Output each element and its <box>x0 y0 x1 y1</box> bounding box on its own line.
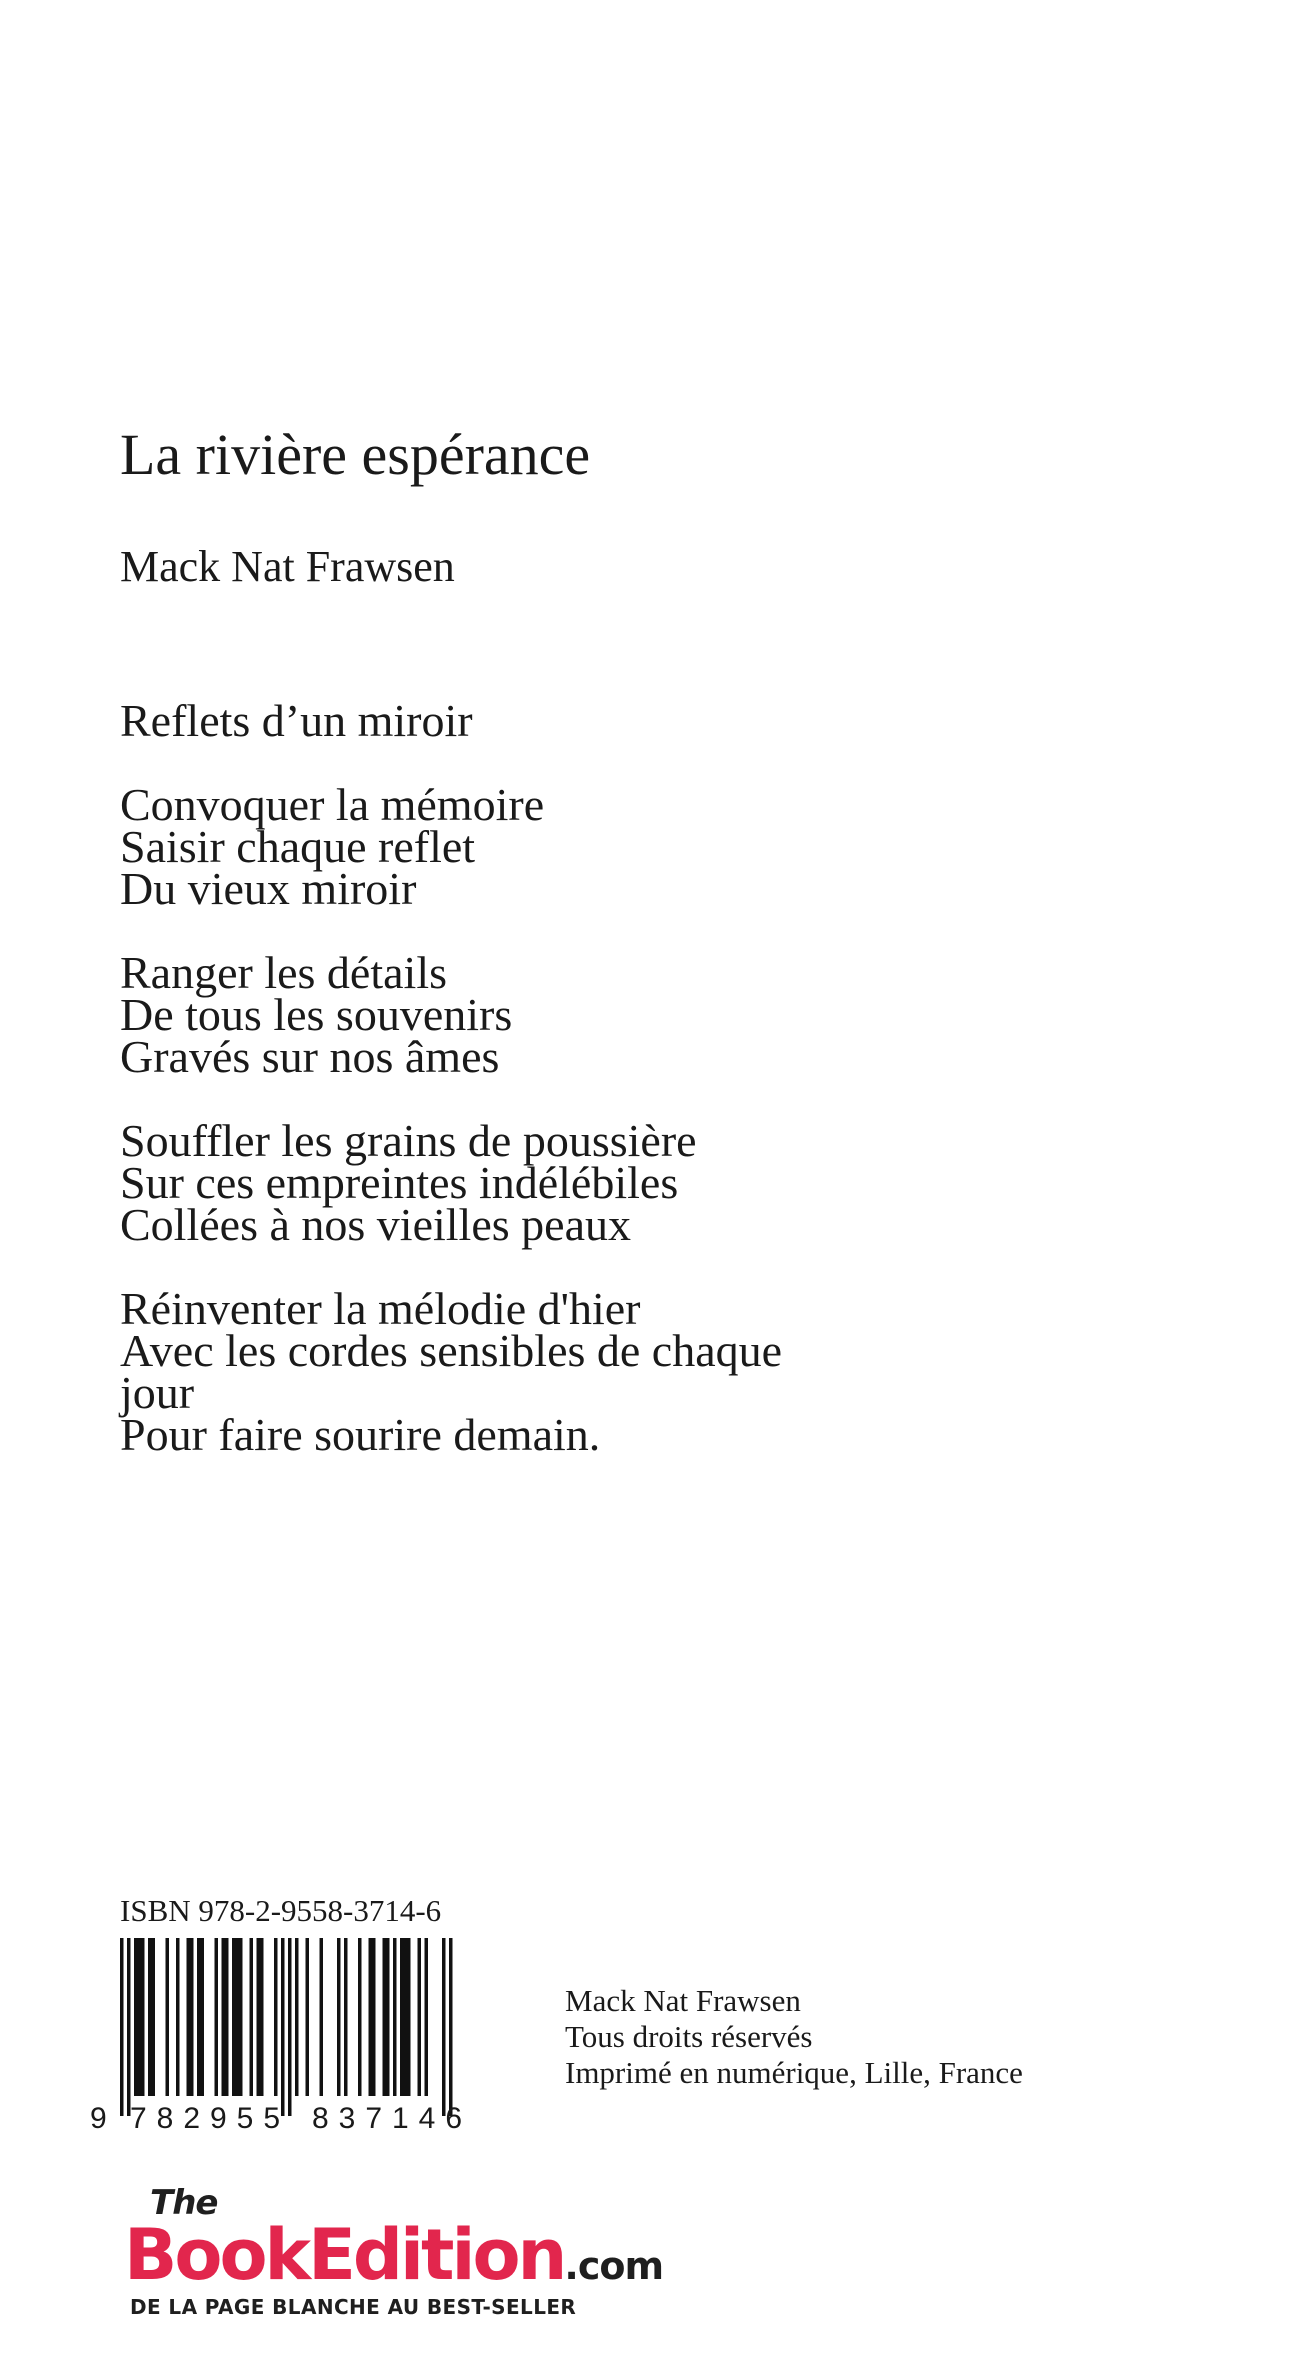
barcode-bar <box>418 1938 422 2096</box>
barcode-bar <box>372 1938 376 2096</box>
poem-line: Ranger les détails <box>120 947 448 998</box>
barcode-bar <box>358 1938 362 2096</box>
colophon <box>565 1983 1023 2091</box>
barcode-bar <box>306 1938 310 2096</box>
logo-domain: .com <box>564 2244 664 2288</box>
barcode-bar <box>442 1938 446 2116</box>
barcode-bar <box>449 1938 453 2116</box>
isbn-barcode <box>84 1932 504 2132</box>
barcode-bar <box>225 1938 229 2096</box>
barcode-bar <box>281 1938 285 2116</box>
barcode-bar <box>425 1938 429 2096</box>
poem-line: Souffler les grains de poussière <box>120 1115 697 1166</box>
barcode-digits-left: 782955 <box>130 2102 280 2132</box>
barcode-bars <box>120 1938 453 2116</box>
poem-line: Avec les cordes sensibles de chaque <box>120 1325 783 1376</box>
barcode-bar <box>393 1938 397 2096</box>
barcode-bar <box>138 1938 142 2096</box>
barcode-bar <box>257 1938 261 2096</box>
barcode-digits-first: 9 <box>90 2102 107 2132</box>
poem-title: Reflets d’un miroir <box>120 695 473 746</box>
barcode-bar <box>120 1938 124 2116</box>
poem-stanza <box>120 1115 782 1250</box>
poem-line: Collées à nos vieilles peaux <box>120 1199 631 1250</box>
barcode-bar <box>166 1938 170 2096</box>
barcode-bar <box>201 1938 205 2096</box>
barcode-bar <box>260 1938 264 2096</box>
poem-line: De tous les souvenirs <box>120 989 513 1040</box>
barcode-digits-right: 837146 <box>312 2102 462 2132</box>
poem-line: Convoquer la mémoire <box>120 779 545 830</box>
colophon-rights: Tous droits réservés <box>565 2019 813 2054</box>
barcode-bar <box>274 1938 278 2096</box>
barcode-bar <box>127 1938 131 2116</box>
barcode-bar <box>148 1938 152 2096</box>
poem-stanza <box>120 1283 783 1460</box>
poem-line: Réinventer la mélodie d'hier <box>120 1283 641 1334</box>
poem-line: Gravés sur nos âmes <box>120 1031 500 1082</box>
barcode-bar <box>288 1938 292 2116</box>
isbn-label: ISBN 978-2-9558-3714-6 <box>120 1893 442 1928</box>
colophon-author: Mack Nat Frawsen <box>565 1983 801 2018</box>
barcode-bar <box>386 1938 390 2096</box>
barcode-bar <box>190 1938 194 2096</box>
poem-line: Sur ces empreintes indélébiles <box>120 1157 679 1208</box>
barcode-bar <box>197 1938 201 2096</box>
barcode-bar <box>232 1938 236 2096</box>
barcode-bar <box>176 1938 180 2096</box>
barcode-bar <box>369 1938 373 2096</box>
barcode-bar <box>407 1938 411 2096</box>
poem-line: Du vieux miroir <box>120 863 417 914</box>
barcode-bar <box>239 1938 243 2096</box>
barcode-bar <box>152 1938 156 2096</box>
barcode-bar <box>134 1938 138 2096</box>
poem-line: jour <box>120 1367 195 1418</box>
barcode-bar <box>400 1938 404 2096</box>
poem-line: Saisir chaque reflet <box>120 821 476 872</box>
barcode-bar <box>337 1938 341 2096</box>
barcode-bar <box>404 1938 408 2096</box>
publisher-logo <box>124 2185 724 2325</box>
barcode-bar <box>222 1938 226 2096</box>
barcode-bar <box>295 1938 299 2096</box>
book-title: La rivière espérance <box>120 422 591 487</box>
poem-line: Pour faire sourire demain. <box>120 1409 601 1460</box>
barcode-bar <box>215 1938 219 2096</box>
logo-brand <box>124 2215 663 2306</box>
poem-stanza <box>120 779 782 914</box>
barcode-bar <box>250 1938 254 2096</box>
book-author: Mack Nat Frawsen <box>120 542 455 591</box>
logo-brand-name: BookEdition <box>124 2214 565 2296</box>
barcode-bar <box>383 1938 387 2096</box>
logo-the: The <box>150 2183 218 2223</box>
colophon-printing: Imprimé en numérique, Lille, France <box>565 2055 1023 2090</box>
barcode-bar <box>141 1938 145 2096</box>
poem-stanza <box>120 947 782 1082</box>
barcode-bar <box>344 1938 348 2096</box>
barcode-bar <box>187 1938 191 2096</box>
barcode-bar <box>320 1938 324 2096</box>
poem <box>120 695 783 1498</box>
logo-tagline: DE LA PAGE BLANCHE AU BEST-SELLER <box>130 2295 577 2319</box>
barcode-bar <box>236 1938 240 2096</box>
